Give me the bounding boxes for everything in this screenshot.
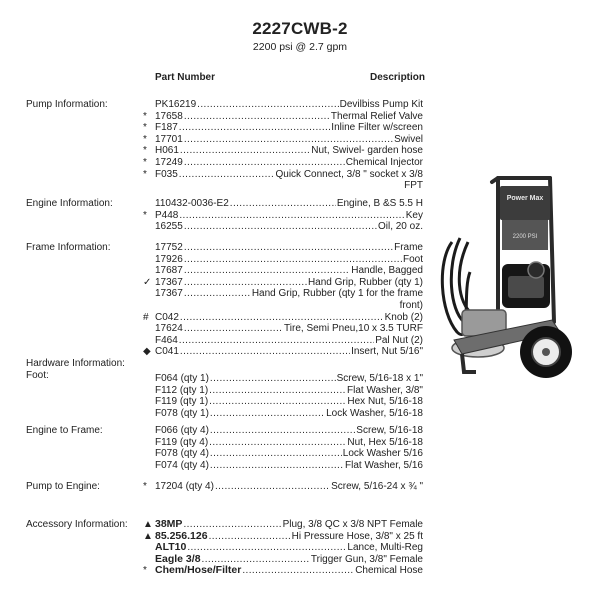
leader-dots (179, 169, 275, 181)
part-number: 17687 (155, 265, 183, 277)
section-sublabel: Foot: (26, 369, 49, 381)
part-number: F078 (qty 4) (155, 448, 209, 460)
part-row (143, 519, 423, 531)
part-number: 17249 (155, 157, 183, 168)
row-marker: * (143, 157, 147, 168)
part-description: Oil, 20 oz. (377, 221, 423, 233)
part-row (143, 425, 423, 437)
part-number: F066 (qty 4) (155, 425, 209, 436)
leader-dots (210, 448, 342, 460)
description-continuation: FPT (404, 180, 423, 192)
row-marker: * (143, 110, 147, 122)
brand-label: Power Max (506, 195, 544, 202)
part-description: Hand Grip, Rubber (qty 1) (307, 276, 423, 288)
part-number: 85.256.126 (155, 529, 208, 542)
part-description: Screw, 5/16-18 x 1" (336, 373, 423, 385)
part-row (143, 448, 423, 460)
part-row (143, 312, 423, 324)
part-description: Insert, Nut 5/16" (351, 346, 423, 358)
leader-dots (180, 145, 310, 157)
part-number: F078 (qty 1) (155, 407, 209, 419)
part-row (143, 346, 423, 358)
part-description: Devilbiss Pump Kit (339, 99, 423, 110)
leader-dots (210, 425, 355, 437)
part-row (143, 437, 423, 449)
part-row (143, 111, 423, 123)
part-row (143, 242, 423, 254)
leader-dots (187, 542, 346, 554)
part-description: Engine, B &S 5.5 H (336, 198, 423, 209)
part-row (143, 122, 423, 134)
part-row (143, 288, 423, 300)
part-description: Hi Pressure Hose, 3/8" x 25 ft (291, 530, 423, 542)
part-number: Chem/Hose/Filter (155, 564, 242, 577)
part-description: Nut, Hex 5/16-18 (347, 436, 423, 448)
part-row (143, 169, 423, 181)
leader-dots (180, 312, 384, 324)
part-description: Flat Washer, 5/16 (345, 459, 423, 471)
part-number: 17926 (155, 253, 183, 265)
leader-dots (184, 288, 251, 300)
row-marker: * (143, 145, 147, 157)
leader-dots (209, 396, 346, 408)
row-marker: # (143, 311, 149, 323)
part-row (143, 565, 423, 577)
part-row (143, 145, 423, 157)
part-number: F074 (qty 4) (155, 459, 209, 471)
part-number: C041 (155, 346, 179, 358)
row-marker: ◆ (143, 346, 151, 358)
leader-dots (179, 335, 374, 347)
part-row (143, 396, 423, 408)
leader-dots (184, 277, 307, 289)
part-row (143, 221, 423, 233)
row-marker: ✓ (143, 276, 152, 288)
row-marker: * (143, 122, 147, 134)
section-label: Pump to Engine: (26, 481, 100, 492)
leader-dots (184, 157, 345, 169)
leader-dots (179, 122, 331, 134)
section-label: Frame Information: (26, 242, 111, 253)
part-row (143, 134, 423, 146)
part-number: 17658 (155, 110, 183, 122)
part-description: Trigger Gun, 3/8" Female (310, 553, 423, 565)
leader-dots (210, 373, 336, 385)
part-description: Plug, 3/8 QC x 3/8 NPT Female (282, 519, 423, 530)
leader-dots (183, 519, 281, 531)
leader-dots (184, 323, 283, 335)
part-description: Key (405, 209, 423, 221)
part-row (143, 323, 423, 335)
part-description: Inline Filter w/screen (331, 122, 423, 134)
section-label: Engine Information: (26, 198, 113, 209)
leader-dots (215, 481, 330, 493)
leader-dots (209, 437, 346, 449)
row-marker: * (143, 481, 147, 492)
part-number: ALT10 (155, 541, 187, 554)
leader-dots (230, 198, 336, 210)
part-description: Screw, 5/16-18 (356, 425, 423, 436)
part-number: C042 (155, 311, 179, 323)
part-number: F187 (155, 122, 178, 134)
part-number: 17752 (155, 242, 183, 253)
part-row (143, 408, 423, 420)
part-description: Pal Nut (2) (375, 334, 423, 346)
part-number: PK16219 (155, 99, 197, 110)
leader-dots (209, 531, 291, 543)
part-description: Chemical Hose (355, 565, 423, 577)
part-number: F035 (155, 168, 178, 180)
leader-dots (184, 265, 350, 277)
leader-dots (242, 565, 354, 577)
part-description: Swivel (394, 133, 423, 145)
part-row (143, 373, 423, 385)
section-label: Hardware Information: (26, 358, 125, 369)
leader-dots (184, 242, 393, 254)
page-subtitle: 2200 psi @ 2.7 gpm (252, 41, 348, 53)
part-description: Quick Connect, 3/8 " socket x 3/8 (275, 168, 423, 180)
part-number: 110432-0036-E2 (155, 198, 229, 209)
part-description: Tire, Semi Pneu,10 x 3.5 TURF (284, 323, 423, 335)
part-description: Handle, Bagged (351, 265, 423, 277)
leader-dots (184, 134, 393, 146)
section-label: Engine to Frame: (26, 425, 103, 436)
part-description: Lock Washer, 5/16-18 (326, 407, 423, 419)
part-description: Flat Washer, 3/8" (347, 384, 423, 396)
part-number: 17204 (qty 4) (155, 481, 214, 492)
part-row (143, 210, 423, 222)
part-number: F064 (qty 1) (155, 373, 209, 385)
page-title: 2227CWB-2 (252, 19, 348, 38)
header-part-number: Part Number (155, 72, 216, 83)
part-number: F119 (qty 4) (155, 436, 209, 448)
part-number: P448 (155, 209, 179, 221)
part-number: H061 (155, 145, 179, 157)
row-marker: * (143, 168, 147, 180)
part-description: Lance, Multi-Reg (347, 542, 423, 554)
leader-dots (184, 221, 377, 233)
description-continuation: front) (399, 300, 423, 311)
part-description: Chemical Injector (345, 157, 423, 168)
leader-dots (210, 408, 325, 420)
part-number: Eagle 3/8 (155, 552, 201, 565)
part-number: 17701 (155, 133, 183, 145)
part-number: 17367 (155, 288, 183, 300)
part-description: Hex Nut, 5/16-18 (347, 396, 423, 408)
part-number: F119 (qty 1) (155, 396, 209, 408)
part-description: Hand Grip, Rubber (qty 1 for the frame (251, 288, 423, 300)
section-label: Accessory Information: (26, 519, 128, 530)
part-number: F112 (qty 1) (155, 384, 209, 396)
part-number: 16255 (155, 221, 183, 233)
part-row (143, 265, 423, 277)
row-marker: * (143, 133, 147, 145)
part-number: 17624 (155, 323, 183, 335)
part-number: F464 (155, 334, 178, 346)
part-description: Lock Washer 5/16 (342, 448, 423, 460)
part-row (143, 99, 423, 111)
part-row (143, 277, 423, 289)
part-row (143, 385, 423, 397)
pressure-washer-image (432, 172, 577, 396)
row-marker: * (143, 565, 147, 577)
part-description: Foot (402, 253, 423, 265)
part-number: 38MP (155, 518, 183, 530)
part-description: Screw, 5/16-24 x ¾ " (331, 481, 423, 492)
leader-dots (209, 385, 346, 397)
model-label: 2200 PSI (512, 234, 538, 240)
leader-dots (197, 99, 338, 111)
row-marker: ▲ (143, 519, 153, 530)
leader-dots (184, 254, 402, 266)
part-number: 17367 (155, 276, 183, 288)
row-marker: ▲ (143, 530, 153, 542)
part-row (143, 481, 423, 493)
leader-dots (179, 210, 404, 222)
part-description: Nut, Swivel- garden hose (311, 145, 423, 157)
part-row (143, 335, 423, 347)
part-description: Knob (2) (384, 311, 423, 323)
leader-dots (210, 460, 344, 472)
part-description: Thermal Relief Valve (330, 110, 423, 122)
part-row (143, 460, 423, 472)
leader-dots (184, 111, 330, 123)
row-marker: * (143, 209, 147, 221)
part-row (143, 198, 423, 210)
header-description: Description (370, 72, 426, 83)
leader-dots (180, 346, 350, 358)
part-row (143, 157, 423, 169)
part-description: Frame (394, 242, 423, 253)
part-row (143, 254, 423, 266)
section-label: Pump Information: (26, 99, 108, 110)
